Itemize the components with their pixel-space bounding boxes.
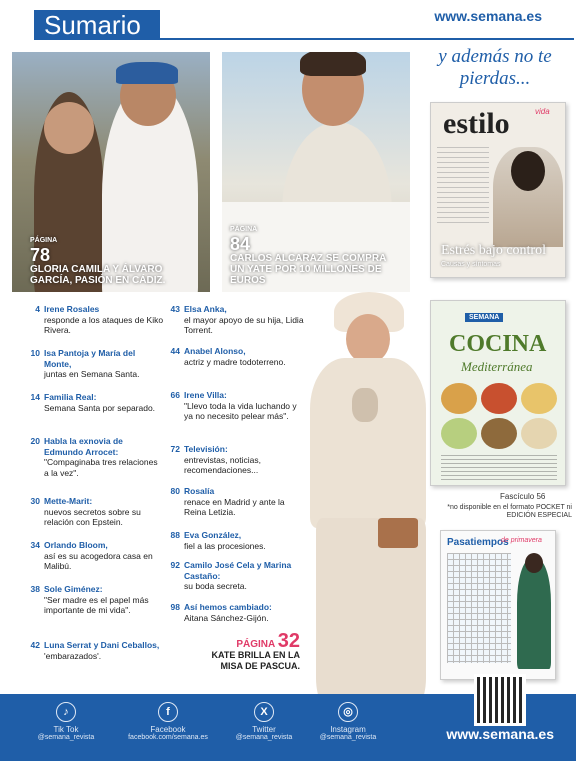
index-page-number: 92 [170,560,180,570]
index-page-number: 44 [170,346,180,356]
social-handle: @semana_revista [37,734,95,741]
feature-photo-carlos-alcaraz[interactable] [222,52,410,292]
social-network: Tik Tok [53,725,79,734]
index-title: Isa Pantoja y María del Monte, [44,348,136,369]
index-description: nuevos secretos sobre su relación con Epstein. [44,506,141,527]
index-page-number: 4 [35,304,40,314]
index-page-number: 14 [30,392,40,402]
estilo-title: estilo [443,107,510,140]
social-handle: facebook.com/semana.es [128,734,208,741]
magazine-cover-estilo[interactable] [430,102,566,278]
social-link-tiktok[interactable] [16,702,116,742]
social-link-facebook[interactable] [118,702,218,742]
index-description: renace en Madrid y ante la Reina Letizia. [184,496,285,517]
magazine-cover-cocina[interactable] [430,300,566,486]
cocina-brand: SEMANA [465,313,503,322]
index-title: Así hemos cambiado: [184,602,272,612]
index-page-number: 20 [30,436,40,446]
feature-photo-gloria-camila[interactable] [12,52,210,292]
index-title: Orlando Bloom, [44,540,108,550]
qr-code[interactable] [474,674,526,726]
index-description: Aitana Sánchez-Gijón. [184,612,269,623]
availability-note: *no disponible en el formato POCKET ni EDICIÓN ESPECIAL [447,504,572,519]
social-handle: @semana_revista [235,734,293,741]
social-handle: @semana_revista [319,734,377,741]
index-page-number: 98 [170,602,180,612]
index-description: fiel a las procesiones. [184,540,266,551]
index-column-right [164,304,304,634]
index-title: Luna Serrat y Dani Ceballos, [44,640,160,650]
pasatiempos-subtitle: de primavera [501,537,542,544]
estilo-headline: Estrés bajo control [441,243,546,258]
twitter-icon: X [254,702,274,722]
feature-caption: PÁGINA 84 CARLOS ALCARAZ SE COMPRA UN YATE POR 10 MILLONES DE EUROS [230,226,386,286]
index-page-number: 30 [30,496,40,506]
index-title: Rosalía [184,486,215,496]
social-link-instagram[interactable] [298,702,398,742]
index-description: responde a los ataques de Kiko Rivera. [44,314,164,335]
index-description: entrevistas, noticias, recomendaciones... [184,454,262,475]
index-description: "Llevo toda la vida luchando y ya no necesito pelear más". [184,400,297,421]
index-description: Semana Santa por separado. [44,402,156,413]
index-title: Habla la exnovia de Edmundo Arrocet: [44,436,123,457]
index-title: Televisión: [184,444,228,454]
index-description: juntas en Semana Santa. [44,369,140,379]
index-page-number: 80 [170,486,180,496]
index-title: Anabel Alonso, [184,346,246,356]
magazine-cover-pasatiempos[interactable] [440,530,556,680]
social-network: Facebook [150,725,186,734]
site-url-top[interactable]: www.semana.es [434,8,542,24]
feature-caption: PÁGINA 78 GLORIA CAMILA Y ÁLVARO GARCÍA, PASIÓN EN CÁDIZ. [30,237,166,286]
site-url-bottom[interactable]: www.semana.es [446,726,554,742]
index-page-number: 66 [170,390,180,400]
estilo-badge: vida [535,107,550,116]
index-description: 'embarazados'. [44,650,102,661]
index-page-number: 38 [30,584,40,594]
index-description: "Ser madre es el papel más importante de mi vida". [44,594,149,615]
cocina-title: COCINA [449,331,547,357]
index-description: el mayor apoyo de su hija, Lidia Torrent. [184,314,304,335]
cover-photo-kate[interactable] [290,292,450,762]
index-title: Mette-Marit: [44,496,93,506]
estilo-subheadline: Causas y síntomas [441,261,501,268]
index-page-number: 34 [30,540,40,550]
pasatiempos-title: Pasatiempos [447,537,509,548]
section-title: Sumario [34,10,160,40]
index-column-left [24,304,164,684]
index-title: Familia Real: [44,392,97,402]
promo-heading: y además no te pierdas... [438,46,552,89]
facebook-icon: f [158,702,178,722]
social-network: Instagram [330,725,366,734]
fasciculo-label: Fascículo 56 [500,492,546,501]
index-description: actriz y madre todoterreno. [184,356,286,367]
index-page-number: 42 [30,640,40,650]
kate-caption: PÁGINA 32 KATE BRILLA EN LA MISA DE PASCUA. [211,630,300,671]
index-title: Camilo José Cela y Marina Castaño: [184,560,292,581]
index-description: así es su acogedora casa en Malibú. [44,550,153,571]
index-title: Eva González, [184,530,242,540]
index-page-number: 43 [170,304,180,314]
index-title: Irene Villa: [184,390,227,400]
tiktok-icon: ♪ [56,702,76,722]
index-description: su boda secreta. [184,581,247,591]
index-title: Irene Rosales [44,304,100,314]
instagram-icon: ◎ [338,702,358,722]
index-page-number: 88 [170,530,180,540]
cocina-subtitle: Mediterránea [461,359,533,374]
index-page-number: 10 [30,348,40,358]
index-title: Elsa Anka, [184,304,227,314]
index-title: Sole Giménez: [44,584,103,594]
index-page-number: 72 [170,444,180,454]
index-description: "Compaginaba tres relaciones a la vez". [44,457,158,478]
social-network: Twitter [252,725,276,734]
